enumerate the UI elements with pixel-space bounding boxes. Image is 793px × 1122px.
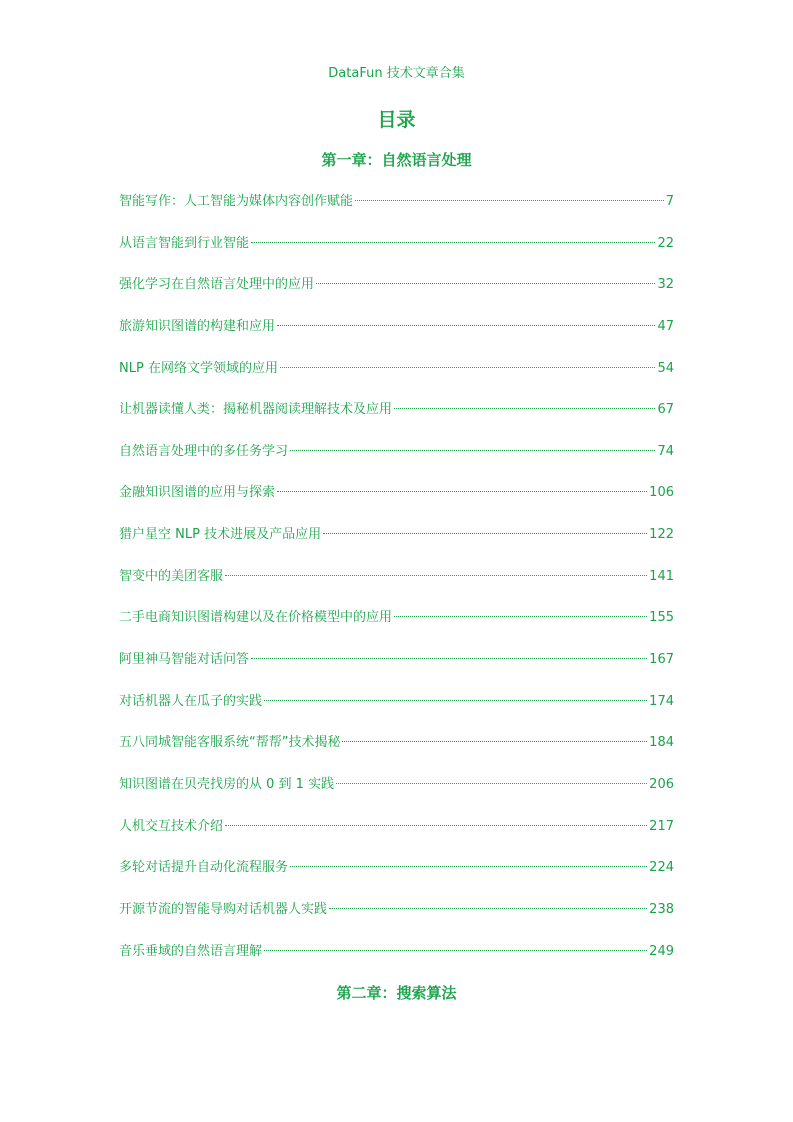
toc-entry-page: 106 [649, 485, 674, 501]
toc-entry-page: 206 [649, 776, 674, 792]
toc-entry-title: 对话机器人在瓜子的实践 [119, 693, 263, 709]
toc-entry[interactable] [119, 898, 674, 940]
toc-entry-page: 249 [649, 943, 674, 959]
toc-entry-page: 174 [649, 693, 674, 709]
toc-entry-title: 让机器读懂人类：揭秘机器阅读理解技术及应用 [119, 402, 393, 418]
toc-entry[interactable] [119, 565, 674, 607]
toc-entry-page: 155 [649, 610, 674, 626]
dot-leader [355, 200, 664, 201]
toc-entry[interactable] [119, 606, 674, 648]
dot-leader [329, 908, 647, 909]
toc-entry-list [119, 190, 674, 981]
toc-entry-page: 224 [649, 860, 674, 876]
toc-entry[interactable] [119, 773, 674, 815]
dot-leader [280, 367, 656, 368]
toc-entry-page: 54 [657, 360, 674, 376]
toc-entry-page: 238 [649, 901, 674, 917]
chapter-heading-2[interactable]: 第二章：搜索算法 [336, 984, 457, 1002]
toc-entry-page: 184 [649, 735, 674, 751]
toc-entry-title: 知识图谱在贝壳找房的从 0 到 1 实践 [119, 776, 335, 792]
toc-entry[interactable] [119, 190, 674, 232]
toc-entry-title: 猎户星空 NLP 技术进展及产品应用 [119, 527, 322, 543]
toc-entry-title: 从语言智能到行业智能 [119, 235, 250, 251]
toc-entry-page: 22 [657, 235, 674, 251]
toc-entry[interactable] [119, 690, 674, 732]
dot-leader [290, 450, 655, 451]
toc-entry[interactable] [119, 523, 674, 565]
dot-leader [277, 491, 647, 492]
dot-leader [342, 741, 647, 742]
toc-entry-title: 开源节流的智能导购对话机器人实践 [119, 901, 328, 917]
toc-entry[interactable] [119, 856, 674, 898]
toc-entry-page: 167 [649, 652, 674, 668]
dot-leader [225, 825, 647, 826]
toc-entry[interactable] [119, 440, 674, 482]
dot-leader [290, 866, 647, 867]
toc-entry-title: 阿里神马智能对话问答 [119, 652, 250, 668]
dot-leader [251, 242, 655, 243]
toc-entry-title: 强化学习在自然语言处理中的应用 [119, 277, 315, 293]
document-header: DataFun 技术文章合集 [328, 66, 465, 81]
chapter-heading-1[interactable]: 第一章：自然语言处理 [321, 151, 472, 169]
toc-entry-title: 多轮对话提升自动化流程服务 [119, 860, 289, 876]
dot-leader [264, 700, 647, 701]
toc-entry-title: NLP 在网络文学领域的应用 [119, 360, 278, 376]
toc-entry-page: 217 [649, 818, 674, 834]
dot-leader [264, 950, 647, 951]
toc-entry[interactable] [119, 315, 674, 357]
toc-entry-title: 五八同城智能客服系统“帮帮”技术揭秘 [119, 735, 341, 751]
dot-leader [323, 533, 647, 534]
toc-entry-title: 二手电商知识图谱构建以及在价格模型中的应用 [119, 610, 393, 626]
toc-entry-page: 67 [657, 402, 674, 418]
dot-leader [225, 575, 647, 576]
toc-entry[interactable] [119, 648, 674, 690]
toc-entry-title: 智变中的美团客服 [119, 568, 224, 584]
toc-entry-page: 7 [665, 194, 674, 209]
toc-entry[interactable] [119, 815, 674, 857]
toc-entry-title: 音乐垂域的自然语言理解 [119, 943, 263, 959]
toc-entry[interactable] [119, 940, 674, 982]
dot-leader [394, 408, 655, 409]
toc-entry-title: 自然语言处理中的多任务学习 [119, 443, 289, 459]
toc-entry-title: 智能写作：人工智能为媒体内容创作赋能 [119, 194, 354, 209]
dot-leader [336, 783, 647, 784]
toc-entry-page: 47 [657, 318, 674, 334]
toc-entry[interactable] [119, 357, 674, 399]
toc-entry[interactable] [119, 232, 674, 274]
toc-entry-title: 金融知识图谱的应用与探索 [119, 485, 276, 501]
dot-leader [394, 616, 647, 617]
toc-entry-page: 141 [649, 568, 674, 584]
toc-entry[interactable] [119, 398, 674, 440]
dot-leader [251, 658, 647, 659]
toc-entry-page: 32 [657, 277, 674, 293]
toc-entry[interactable] [119, 731, 674, 773]
toc-title: 目录 [377, 109, 416, 131]
toc-entry-title: 人机交互技术介绍 [119, 818, 224, 834]
toc-entry-page: 74 [657, 443, 674, 459]
toc-entry[interactable] [119, 481, 674, 523]
dot-leader [316, 283, 655, 284]
toc-entry[interactable] [119, 273, 674, 315]
dot-leader [277, 325, 655, 326]
toc-entry-page: 122 [649, 527, 674, 543]
toc-entry-title: 旅游知识图谱的构建和应用 [119, 318, 276, 334]
